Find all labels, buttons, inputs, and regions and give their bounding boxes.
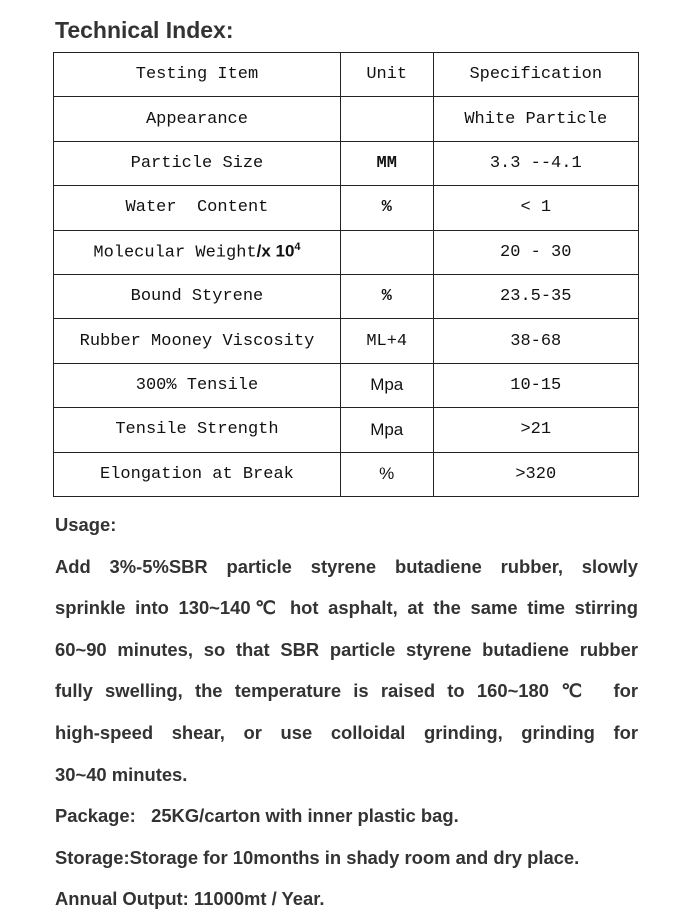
row-item: Rubber Mooney Viscosity <box>54 319 341 363</box>
table-row <box>54 274 639 318</box>
row-item: Water Content <box>54 186 341 230</box>
section-title: Technical Index: <box>55 17 234 43</box>
row-item: Particle Size <box>54 141 341 185</box>
table-row <box>54 141 639 185</box>
row-item <box>54 230 341 274</box>
row-unit <box>340 97 433 141</box>
row-item: Bound Styrene <box>54 274 341 318</box>
annual-output: Annual Output: 11000mt / Year. <box>55 888 325 910</box>
usage-line: fully swelling, the temperature is raised to 160~180 ℃ for <box>55 680 638 702</box>
technical-index-table <box>53 52 639 497</box>
usage-line: high-speed shear, or use colloidal grinding, grinding for <box>55 721 638 743</box>
row-spec: 10-15 <box>433 363 638 407</box>
header-specification: Specification <box>433 53 638 97</box>
table-row <box>54 230 639 274</box>
table-row <box>54 97 639 141</box>
usage-line: 30~40 minutes. <box>55 763 188 785</box>
row-unit: % <box>340 274 433 318</box>
row-item: Appearance <box>54 97 341 141</box>
table-row <box>54 408 639 452</box>
row-unit: % <box>340 452 433 496</box>
table-row <box>54 186 639 230</box>
row-item: Elongation at Break <box>54 452 341 496</box>
header-testing-item: Testing Item <box>54 53 341 97</box>
row-spec: >21 <box>433 408 638 452</box>
row-item-suffix: /x 10 <box>256 242 295 262</box>
table-row <box>54 319 639 363</box>
row-item: 300% Tensile <box>54 363 341 407</box>
row-unit: MM <box>340 141 433 185</box>
row-spec: White Particle <box>433 97 638 141</box>
row-unit: ML+4 <box>340 319 433 363</box>
row-spec: 38-68 <box>433 319 638 363</box>
row-unit: % <box>340 186 433 230</box>
usage-line: 60~90 minutes, so that SBR particle styrene butadiene rubber <box>55 638 638 660</box>
row-unit: Mpa <box>340 408 433 452</box>
row-spec: 23.5-35 <box>433 274 638 318</box>
usage-line: sprinkle into 130~140℃ hot asphalt, at the same time stirring <box>55 597 638 619</box>
table-header-row <box>54 53 639 97</box>
description-section <box>55 504 638 920</box>
package-info: Package: 25KG/carton with inner plastic bag. <box>55 805 459 827</box>
row-item-label: Molecular Weight <box>93 244 257 264</box>
usage-heading: Usage: <box>55 514 117 535</box>
table-row <box>54 363 639 407</box>
row-spec: < 1 <box>433 186 638 230</box>
row-item-superscript: 4 <box>294 241 301 254</box>
row-item: Tensile Strength <box>54 408 341 452</box>
usage-line: Add 3%-5%SBR particle styrene butadiene rubber, slowly <box>55 555 638 577</box>
row-unit: Mpa <box>340 363 433 407</box>
row-spec: 3.3 --4.1 <box>433 141 638 185</box>
storage-info: Storage:Storage for 10months in shady room and dry place. <box>55 846 580 868</box>
row-spec: >320 <box>433 452 638 496</box>
table-row <box>54 452 639 496</box>
row-unit <box>340 230 433 274</box>
header-unit: Unit <box>340 53 433 97</box>
row-spec: 20 - 30 <box>433 230 638 274</box>
